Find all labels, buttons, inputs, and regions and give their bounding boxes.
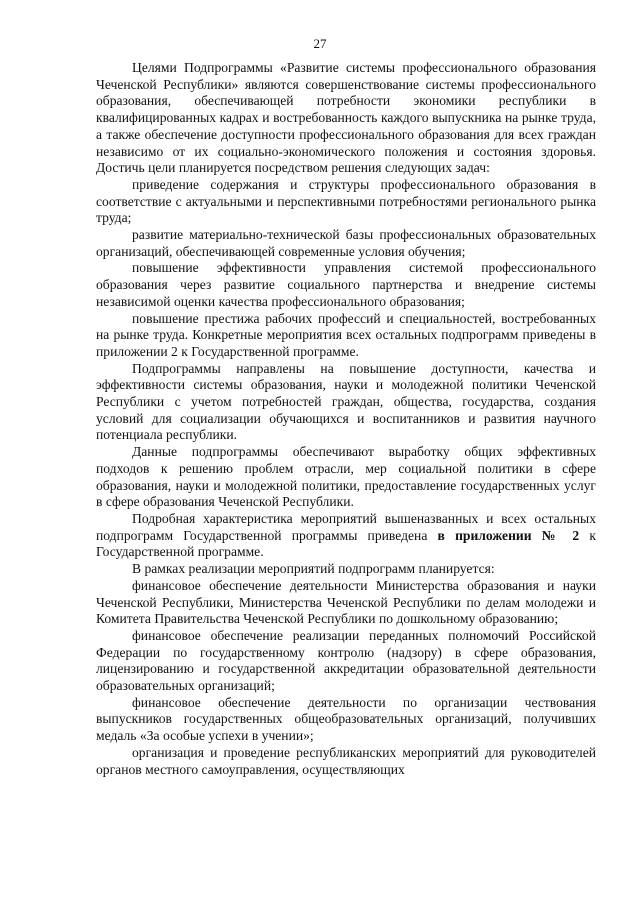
paragraph-task-4: повышение престижа рабочих профессий и специальностей, востребованных на рынке труда. Конкретные мероприятия всех остальных подпрограмм приведены в приложении 2 к Государственной программе.: [96, 310, 596, 359]
characteristics-text: Подробная характеристика мероприятий вышеназванных и всех остальных подпрограмм Государственной программы приведена: [96, 510, 596, 543]
paragraph-subprograms: Подпрограммы направлены на повышение доступности, качества и эффективности системы образования, науки и молодежной политики Чеченской Республики с учетом потребностей граждан, общества, государства, создания условий для социализации обучающихся и воспитанников и развития научного потенциала республики.: [96, 360, 596, 443]
paragraph-approaches: Данные подпрограммы обеспечивают выработку общих эффективных подходов к решению проблем отрасли, мер социальной политики в сфере образования, науки и молодежной политики, предоставление государственных услуг в сфере образования Чеченской Республики.: [96, 444, 596, 510]
paragraph-goals: Целями Подпрограммы «Развитие системы профессионального образования Чеченской Республики» являются совершенствование системы профессионального образования, обеспечивающей потребности экономики республики в квалифицированных кадрах и востребованность каждого выпускника на рынке труда, а также обеспечение доступности профессионального образования для всех граждан независимо от их социально-экономического положения и состояния здоровья. Достичь цели планируется посредством решения следующих задач:: [96, 60, 596, 176]
paragraph-task-3: повышение эффективности управления системой профессионального образования через развитие социального партнерства и внедрение системы независимой оценки качества профессионального образования;: [96, 260, 596, 309]
page-number: 27: [313, 36, 327, 51]
paragraph-task-1: приведение содержания и структуры профессионального образования в соответствие с актуальными и перспективными потребностями регионального рынка труда;: [96, 176, 596, 226]
paragraph-task-2: развитие материально-технической базы профессиональных образовательных организаций, обеспечивающей современные условия обучения;: [96, 227, 596, 259]
paragraph-planned-3: финансовое обеспечение деятельности по организации чествования выпускников государственных общеобразовательных организаций, получивших медаль «За особые успехи в учении»;: [96, 694, 596, 744]
characteristics-tail: к Государственной программе.: [96, 527, 597, 560]
paragraph-characteristics: [96, 511, 596, 561]
appendix-reference: в приложении № 2: [437, 527, 580, 543]
paragraph-planned-intro: В рамках реализации мероприятий подпрограмм планируется:: [132, 561, 495, 577]
paragraph-planned-4: организация и проведение республиканских мероприятий для руководителей органов местного самоуправления, осуществляющих: [96, 744, 596, 777]
document-body: [96, 60, 596, 778]
paragraph-planned-1: финансовое обеспечение деятельности Министерства образования и науки Чеченской Республики, Министерства Чеченской Республики по делам молодежи и Комитета Правительства Чеченской Республики по дошкольному образованию;: [96, 577, 596, 627]
paragraph-planned-2: финансовое обеспечение реализации переданных полномочий Российской Федерации по государственному контролю (надзору) в сфере образования, лицензированию и государственной аккредитации образовательной деятельности образовательных организаций;: [96, 627, 596, 694]
